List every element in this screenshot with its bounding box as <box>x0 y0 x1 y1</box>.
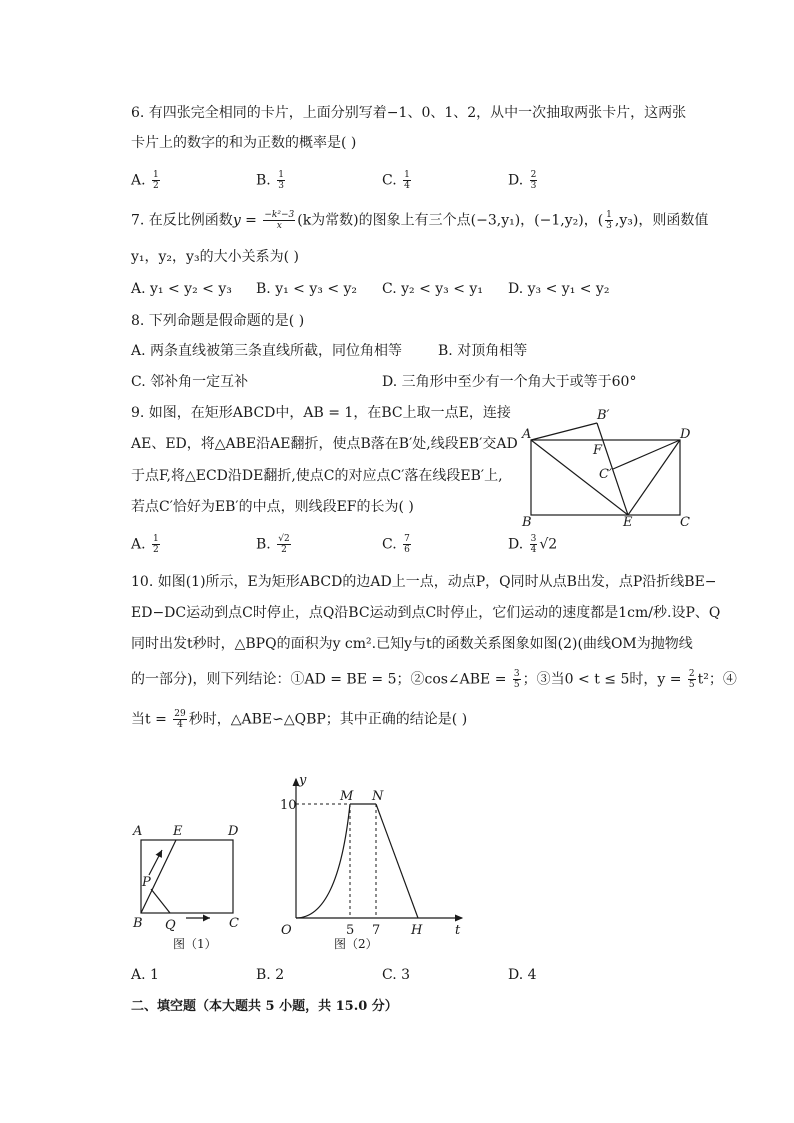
fig2-tick-10: 10 <box>280 798 297 813</box>
q7-prefix: 7. 在反比例函数 <box>131 212 233 229</box>
q7-option-c[interactable]: C. y₂ < y₃ < y₁ <box>382 281 483 297</box>
q10-figure-1 <box>128 820 248 955</box>
q9-figure <box>520 405 700 530</box>
q9-option-d[interactable]: D. $\frac{3}{4}$ √2 <box>508 534 558 555</box>
q8-option-b[interactable]: B. 对顶角相等 <box>438 343 528 359</box>
segment-ae <box>531 440 628 515</box>
q8-option-d[interactable]: D. 三角形中至少有一个角大于或等于60° <box>382 374 637 390</box>
q7-suffix: ,y₃)，则函数值 <box>614 212 709 229</box>
q7-mid: (k为常数)的图象上有三个点(−3,y₁)，(−1,y₂)，( <box>297 212 604 229</box>
fig2-tick-5: 5 <box>346 923 355 938</box>
q7-line1 <box>131 210 708 231</box>
q8-option-c[interactable]: C. 邻补角一定互补 <box>131 374 249 390</box>
q10-line2: ED−DC运动到点C时停止，点Q沿BC运动到点C时停止，它们运动的速度都是1cm/秒.设P、Q <box>131 605 721 621</box>
q10-option-b[interactable]: B. 2 <box>256 967 285 983</box>
label-b: B <box>522 515 532 530</box>
fig2-label-t: t <box>455 923 461 938</box>
q6-line1: 6. 有四张完全相同的卡片，上面分别写着−1、0、1、2，从中一次抽取两张卡片，这两张 <box>131 105 687 121</box>
q6-line2: 卡片上的数字的和为正数的概率是( ) <box>131 135 357 151</box>
fig1-label-q: Q <box>165 918 176 933</box>
fig2-label-h: H <box>411 923 423 938</box>
q7-fraction: $\frac{\text{−k²−3}}{x}$ <box>264 210 295 231</box>
q9-option-a[interactable]: A. $\frac{1}{2}$ <box>131 534 159 555</box>
q10-option-a[interactable]: A. 1 <box>131 967 159 983</box>
fig2-label-y: y <box>299 773 307 788</box>
fig1-caption: 图（1） <box>173 937 217 951</box>
label-b-prime: B′ <box>597 408 610 423</box>
q6-option-c[interactable]: C. $\frac{1}{4}$ <box>382 170 410 191</box>
label-a: A <box>522 427 532 442</box>
fig1-label-b: B <box>133 916 143 931</box>
q8-option-a[interactable]: A. 两条直线被第三条直线所截，同位角相等 <box>131 343 403 359</box>
q9-option-b[interactable]: B. $\frac{√2}{2}$ <box>256 534 290 555</box>
fig2-label-o: O <box>281 923 292 938</box>
q9-line4: 若点C′恰好为EB′的中点，则线段EF的长为( ) <box>131 499 414 515</box>
q10-line3: 同时出发t秒时，△BPQ的面积为y cm².已知y与t的函数关系图象如图(2)(曲线OM为抛物线 <box>131 636 693 652</box>
fig1-label-d: D <box>228 824 239 839</box>
q7-line2: y₁，y₂，y₃的大小关系为( ) <box>131 249 299 265</box>
fig1-rectangle <box>141 840 233 913</box>
q9-line3: 于点F,将△ECD沿DE翻折,使点C的对应点C′落在线段EB′上, <box>131 468 503 484</box>
label-c-prime: C′ <box>599 467 612 482</box>
fig1-label-p: P <box>142 875 151 890</box>
fig1-label-a: A <box>133 824 143 839</box>
q7-option-d[interactable]: D. y₃ < y₁ < y₂ <box>508 281 610 297</box>
fig2-label-m: M <box>340 789 354 804</box>
q6-option-d[interactable]: D. $\frac{2}{3}$ <box>508 170 537 191</box>
q6-option-a[interactable]: A. $\frac{1}{2}$ <box>131 170 159 191</box>
q7-y-eq: y = <box>232 212 262 229</box>
fig2-caption: 图（2） <box>334 937 378 951</box>
q7-point-fraction: $\frac{1}{3}$ <box>606 210 612 231</box>
q10-line4: 的一部分)，则下列结论：①AD = BE = 5；②cos∠ABE = $\frac{3}{5}$ ；③当0 < t ≤ 5时，y = $\frac{2}{5}$ t²；④ <box>131 669 737 690</box>
fig1-label-e: E <box>173 824 183 839</box>
label-d: D <box>680 427 691 442</box>
q6-option-b[interactable]: B. $\frac{1}{3}$ <box>256 170 284 191</box>
fig1-label-c: C <box>229 916 239 931</box>
q10-option-c[interactable]: C. 3 <box>382 967 411 983</box>
q10-line5: 当t = $\frac{29}{4}$ 秒时，△ABE∽△QBP；其中正确的结论是( ) <box>131 709 468 730</box>
fig2-tick-7: 7 <box>372 923 381 938</box>
q10-option-d[interactable]: D. 4 <box>508 967 537 983</box>
fig1-segment-pq <box>151 889 170 913</box>
q9-line1: 9. 如图，在矩形ABCD中，AB = 1，在BC上取一点E，连接 <box>131 405 511 421</box>
section-2-heading: 二、填空题（本大题共 5 小题，共 15.0 分） <box>131 999 398 1014</box>
q10-line1: 10. 如图(1)所示，E为矩形ABCD的边AD上一点，动点P，Q同时从点B出发，点P沿折线BE− <box>131 574 717 590</box>
q7-option-b[interactable]: B. y₁ < y₃ < y₂ <box>256 281 358 297</box>
label-f: F <box>593 443 603 458</box>
fig2-label-n: N <box>372 789 384 804</box>
fig1-arrow-p <box>149 850 162 875</box>
fig2-curve-om <box>296 804 350 918</box>
q9-option-c[interactable]: C. $\frac{7}{6}$ <box>382 534 410 555</box>
q10-figure-2 <box>276 774 472 956</box>
q8-line1: 8. 下列命题是假命题的是( ) <box>131 313 305 329</box>
q7-option-a[interactable]: A. y₁ < y₂ < y₃ <box>131 281 232 297</box>
q9-line2: AE、ED，将△ABE沿AE翻折，使点B落在B′处,线段EB′交AD <box>131 436 518 452</box>
label-e: E <box>623 515 633 530</box>
label-c: C <box>680 515 690 530</box>
segment-ab-prime <box>531 423 597 440</box>
fig2-segment-nh <box>376 804 418 918</box>
